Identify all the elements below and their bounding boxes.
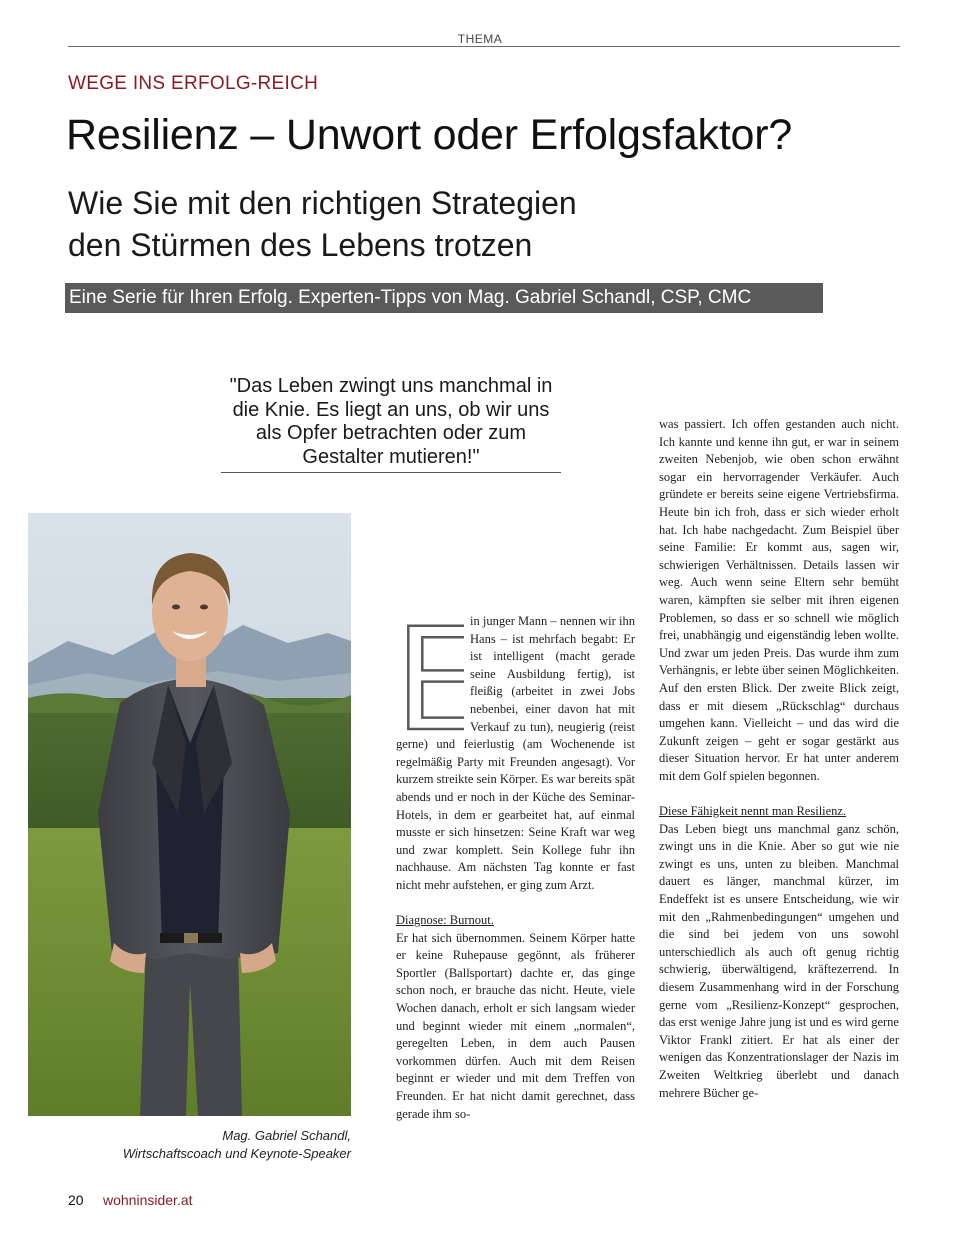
footer-site: wohninsider.at xyxy=(103,1192,193,1208)
article-headline: Resilienz – Unwort oder Erfolgsfaktor? xyxy=(66,111,793,159)
article-kicker: WEGE INS ERFOLG-REICH xyxy=(68,73,319,94)
drop-cap-letter: E xyxy=(396,615,464,731)
subhead-line-1: Wie Sie mit den richtigen Strategien xyxy=(68,185,577,221)
article-subhead xyxy=(68,182,577,266)
page-number: 20 xyxy=(68,1192,84,1208)
pull-quote-rule xyxy=(221,472,561,473)
subhead-line-2: den Stürmen des Lebens trotzen xyxy=(68,227,533,263)
subheading-diagnose: Diagnose: Burnout. xyxy=(396,913,494,928)
pull-quote: "Das Leben zwingt uns manchmal in die Knie. Es liegt an uns, ob wir uns als Opfer betrachten oder zum Gestalter mutieren!" xyxy=(229,375,553,468)
subheading-resilienz: Diese Fähigkeit nennt man Resilienz. xyxy=(659,804,847,819)
article-column-2 xyxy=(396,613,635,1123)
paragraph-intro: in junger Mann – nennen wir ihn Hans – ist mehrfach begabt: Er ist intelligent (macht gerade seine Ausbildung fertig), ist fleißig (arbeitet in zwei Jobs nebenbei, einer davon hat mit Verkauf zu tun), neugierig (reist gerne) und feierlustig (am Wochenende ist regelmäßig Party mit Freunden angesagt). Vor kurzem streikte sein Körper. Es war bereits spät abends und er noch in der Küche des Seminar-Hotels, in dem er gearbeitet hat, auf einmal musste er sich hinsetzen: Seine Kraft war weg und zwar komplett. Sein Kollege fuhr ihn nachhause. Am nächsten Tag konnte er fast nicht mehr aufstehen, er ging zum Arzt. xyxy=(396,614,635,892)
paragraph-resilienz: Das Leben biegt uns manchmal ganz schön, zwingt uns in die Knie. Aber so gut wie nie zwingt es uns, unten zu bleiben. Manchmal dauert es länger, manchmal kürzer, im Endeffekt ist es unsere Entscheidung, wie wir mit den „Rahmenbedingungen“ umgehen und die sind bei jedem von uns sowohl unterschiedlich als auch oft genug richtig schwierig, überwältigend, kräftezerrend. In diesem Zusammenhang wird in der Forschung gerne vom „Resilienz-Konzept“ gesprochen, das erst wenige Jahre jung ist und es wird gerne Viktor Frankl zitiert. Er hat als einer der wenigen das Konzentrationslager der Nazis im Zweiten Weltkrieg überlebt und danach mehrere Bücher ge- xyxy=(659,821,899,1100)
section-label: THEMA xyxy=(457,32,503,46)
header-rule xyxy=(68,46,900,47)
series-band: Eine Serie für Ihren Erfolg. Experten-Tipps von Mag. Gabriel Schandl, CSP, CMC xyxy=(65,283,823,313)
photo-caption xyxy=(60,1127,351,1163)
drop-cap xyxy=(396,615,464,731)
article-column-3 xyxy=(659,416,899,1102)
author-photo xyxy=(28,513,351,1116)
paragraph-burnout: Er hat sich übernommen. Seinem Körper hatte er keine Ruhepause gegönnt, als früherer Sportler (Ballsportart) dachte er, das ginge schon noch, er brauche das nicht. Heute, viele Wochen danach, erholt er sich langsam wieder und beginnt wieder mit einem „normalen“, geregelten Leben, in dem auch Pausen vorkommen dürfen. Auch mit dem Reisen beginnt er wieder und mit dem Treffen von Freunden. Er hat nicht damit gerechnet, dass gerade ihm so- xyxy=(396,930,635,1121)
paragraph-continuation: was passiert. Ich offen gestanden auch nicht. Ich kannte und kenne ihn gut, er war in seinem zweiten Nebenjob, wie oben schon erwähnt sogar ein hervorragender Verkäufer. Auch gründete er bereits seine eigene Vertriebsfirma. Heute bin ich froh, dass er sich wieder erholt hat. Ich habe nachgedacht. Zum Beispiel über seine Familie: Er kommt aus, sagen wir, schwierigen Verhältnissen. Details lassen wir weg. Auch wenn seine Eltern sehr bemüht waren, kämpften sie selber mit ihren eigenen Problemen, so dass er so schnell wie möglich frei, unabhängig und eigenständig leben wollte. Und zwar um jeden Preis. Das wurde ihm zum Verhängnis, er lebte über seinen Möglichkeiten. Auf den ersten Blick. Der zweite Blick zeigt, dass er mit diesem „Rückschlag“ durchaus umgehen kann. Vielleicht – und das wird die Zukunft zeigen – geht er sogar gestärkt aus dieser Situation hervor. Er hat unter anderem mit dem Golf spielen begonnen. xyxy=(659,417,899,783)
caption-line-2: Wirtschaftscoach und Keynote-Speaker xyxy=(122,1146,351,1161)
caption-line-1: Mag. Gabriel Schandl, xyxy=(222,1128,351,1143)
